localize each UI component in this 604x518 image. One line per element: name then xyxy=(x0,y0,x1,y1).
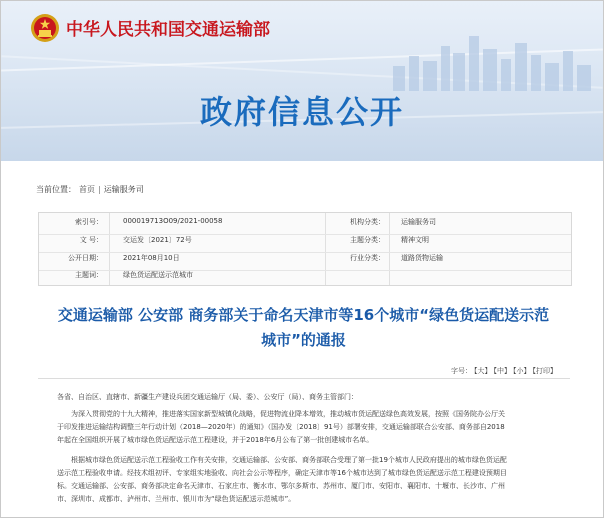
header-banner xyxy=(1,1,603,161)
meta-label: 机构分类： xyxy=(350,218,385,226)
meta-label: 文 号： xyxy=(79,236,103,244)
font-large-button[interactable]: 【大】 xyxy=(474,367,492,375)
site-name[interactable]: 中华人民共和国交通运输部 xyxy=(66,20,270,40)
paragraph-line: 市、深圳市、成都市、泸州市、兰州市、银川市为“绿色货运配送示范城市”。 xyxy=(57,495,296,503)
paragraph-line: 于印发推进运输结构调整三年行动计划（2018—2020年）的通知》（国办发〔2018〕91号）部署安排，交通运输部联合公安部、商务部自2018 xyxy=(57,423,505,431)
national-emblem-icon xyxy=(30,13,60,43)
meta-label: 公开日期： xyxy=(68,254,103,262)
breadcrumb-separator: | xyxy=(98,185,101,194)
meta-row-keywords xyxy=(39,270,571,288)
breadcrumb-prefix: 当前位置： xyxy=(36,185,76,194)
breadcrumb xyxy=(36,184,147,195)
meta-value: 道路货物运输 xyxy=(401,254,443,262)
document-metadata-table xyxy=(38,212,572,286)
meta-value: 2021年08月10日 xyxy=(123,254,180,262)
meta-value: 交运发〔2021〕72号 xyxy=(123,236,192,244)
city-skyline-decoration xyxy=(383,31,603,91)
content-divider xyxy=(38,378,570,379)
meta-value: 运输服务司 xyxy=(401,218,436,226)
font-medium-button[interactable]: 【中】 xyxy=(493,367,511,375)
font-size-controls xyxy=(451,366,557,376)
print-button[interactable]: 【打印】 xyxy=(532,367,557,375)
meta-label: 主题分类： xyxy=(350,236,385,244)
salutation: 各省、自治区、直辖市、新疆生产建设兵团交通运输厅（局、委）、公安厅（局）、商务主管部门： xyxy=(57,393,358,401)
meta-label: 主题词： xyxy=(75,271,103,279)
meta-value: 绿色货运配送示范城市 xyxy=(123,271,193,279)
paragraph-line: 根据城市绿色货运配送示范工程验收工作有关安排，交通运输部、公安部、商务部联合受理了第一批19个城市人民政府提出的城市绿色货运配 xyxy=(71,456,507,464)
banner-title: 政府信息公开 xyxy=(199,93,404,131)
document-title-line: 交通运输部 公安部 商务部关于命名天津市等16个城市“绿色货运配送示范 xyxy=(57,306,550,324)
meta-value: 000019713O09/2021-00058 xyxy=(123,217,223,225)
meta-row-index xyxy=(39,217,571,235)
paragraph-line: 送示范工程验收申请。经技术组初评、专家组实地验收、向社会公示等程序，确定天津市等16个城市达到了城市绿色货运配送示范工程建设预期目 xyxy=(57,469,507,477)
meta-row-publish-date xyxy=(39,253,571,271)
meta-value: 精神文明 xyxy=(401,236,429,244)
document-title xyxy=(41,303,566,353)
meta-label: 索引号： xyxy=(75,218,103,226)
breadcrumb-department-link[interactable]: 运输服务司 xyxy=(103,185,144,194)
paragraph-line: 年起在全国组织开展了城市绿色货运配送示范工程建设，并于2018年6月公布了第一批创建城市名单。 xyxy=(57,436,374,444)
meta-row-doc-number xyxy=(39,235,571,253)
document-title-line: 城市”的通报 xyxy=(261,331,346,349)
paragraph-line: 为深入贯彻党的十九大精神，推进落实国家新型城镇化战略，促进物流业降本增效，推动城市货运配送绿色高效发展，按照《国务院办公厅关 xyxy=(71,410,505,418)
paragraph-line: 标。交通运输部、公安部、商务部决定命名天津市、石家庄市、衡水市、鄂尔多斯市、苏州市、厦门市、安阳市、襄阳市、十堰市、长沙市、广州 xyxy=(57,482,505,490)
font-small-button[interactable]: 【小】 xyxy=(513,367,531,375)
breadcrumb-home-link[interactable]: 首页 xyxy=(79,185,95,194)
font-size-label: 字号： xyxy=(451,367,472,375)
meta-label: 行业分类： xyxy=(350,254,385,262)
